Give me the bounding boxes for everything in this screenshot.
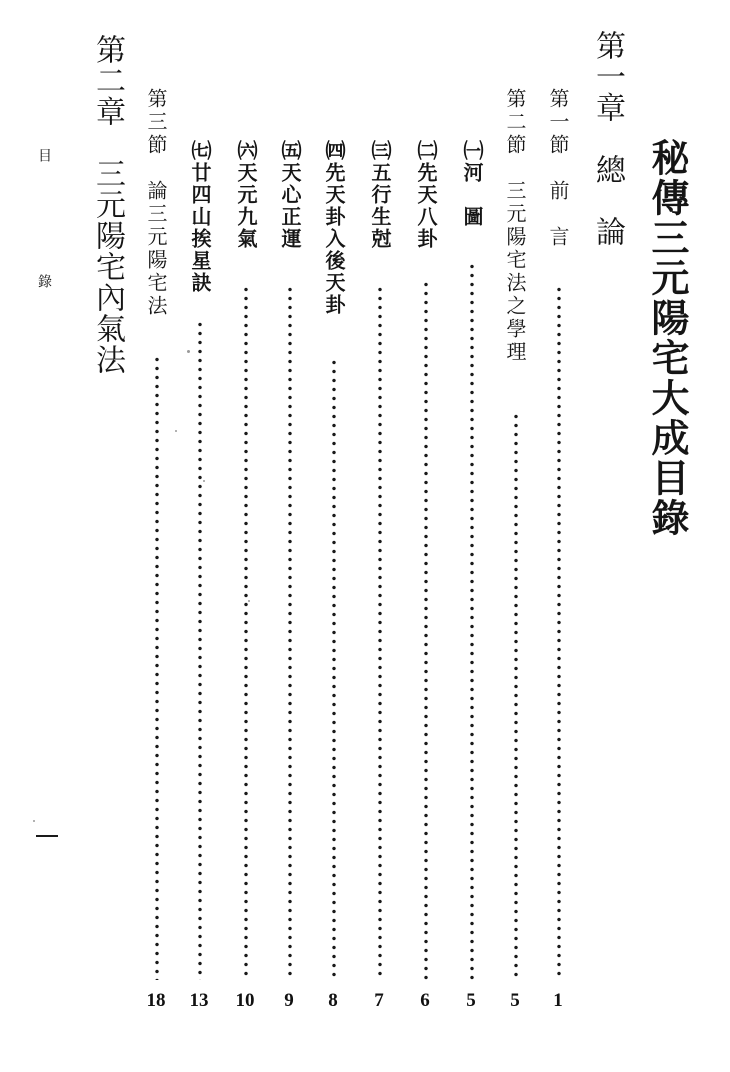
page-number: 1: [553, 990, 563, 1011]
dot-leader: [514, 412, 518, 980]
toc-entry-label: 第三節 論三元陽宅法: [144, 88, 168, 318]
toc-entry-label: ㈢五行生尅: [368, 140, 392, 250]
page-number: 9: [284, 990, 294, 1011]
page-number: 6: [420, 990, 430, 1011]
scan-speck: [203, 480, 205, 482]
chapter-heading: 第二章 三元陽宅內氣法: [90, 34, 125, 375]
dot-leader: [244, 285, 248, 980]
toc-entry-label: ㈣先天卦入後天卦: [322, 140, 346, 316]
dot-leader: [198, 320, 202, 980]
dot-leader: [557, 285, 561, 980]
toc-entry-label: ㈤天心正運: [278, 140, 302, 250]
scan-speck: [187, 350, 190, 353]
page-number: 5: [466, 990, 476, 1011]
book-title: 秘傳三元陽宅大成目錄: [645, 138, 690, 538]
page-number: 10: [235, 990, 255, 1011]
scan-speck: [248, 600, 250, 602]
dot-leader: [332, 358, 336, 980]
page-number: 7: [374, 990, 384, 1011]
page-number: 18: [146, 990, 166, 1011]
toc-entry-label: ㈦廿四山挨星訣: [188, 140, 212, 294]
dot-leader: [470, 262, 474, 980]
page-number: 8: [328, 990, 338, 1011]
scan-speck: [175, 430, 177, 432]
running-header: 目 錄: [36, 148, 52, 316]
dot-leader: [155, 355, 159, 980]
dot-leader: [424, 280, 428, 980]
toc-entry-label: 第一節 前 言: [546, 88, 570, 249]
page-number: 13: [189, 990, 209, 1011]
dot-leader: [378, 285, 382, 980]
toc-entry-label: ㈥天元九氣: [234, 140, 258, 250]
folio-mark: [36, 835, 58, 837]
page-number: 5: [510, 990, 520, 1011]
chapter-heading: 第一章 總 論: [590, 30, 625, 247]
toc-entry-label: ㈠河 圖: [460, 140, 484, 228]
scan-speck: [33, 820, 35, 822]
toc-entry-label: ㈡先天八卦: [414, 140, 438, 250]
toc-entry-label: 第二節 三元陽宅法之學理: [503, 88, 527, 364]
dot-leader: [288, 285, 292, 980]
